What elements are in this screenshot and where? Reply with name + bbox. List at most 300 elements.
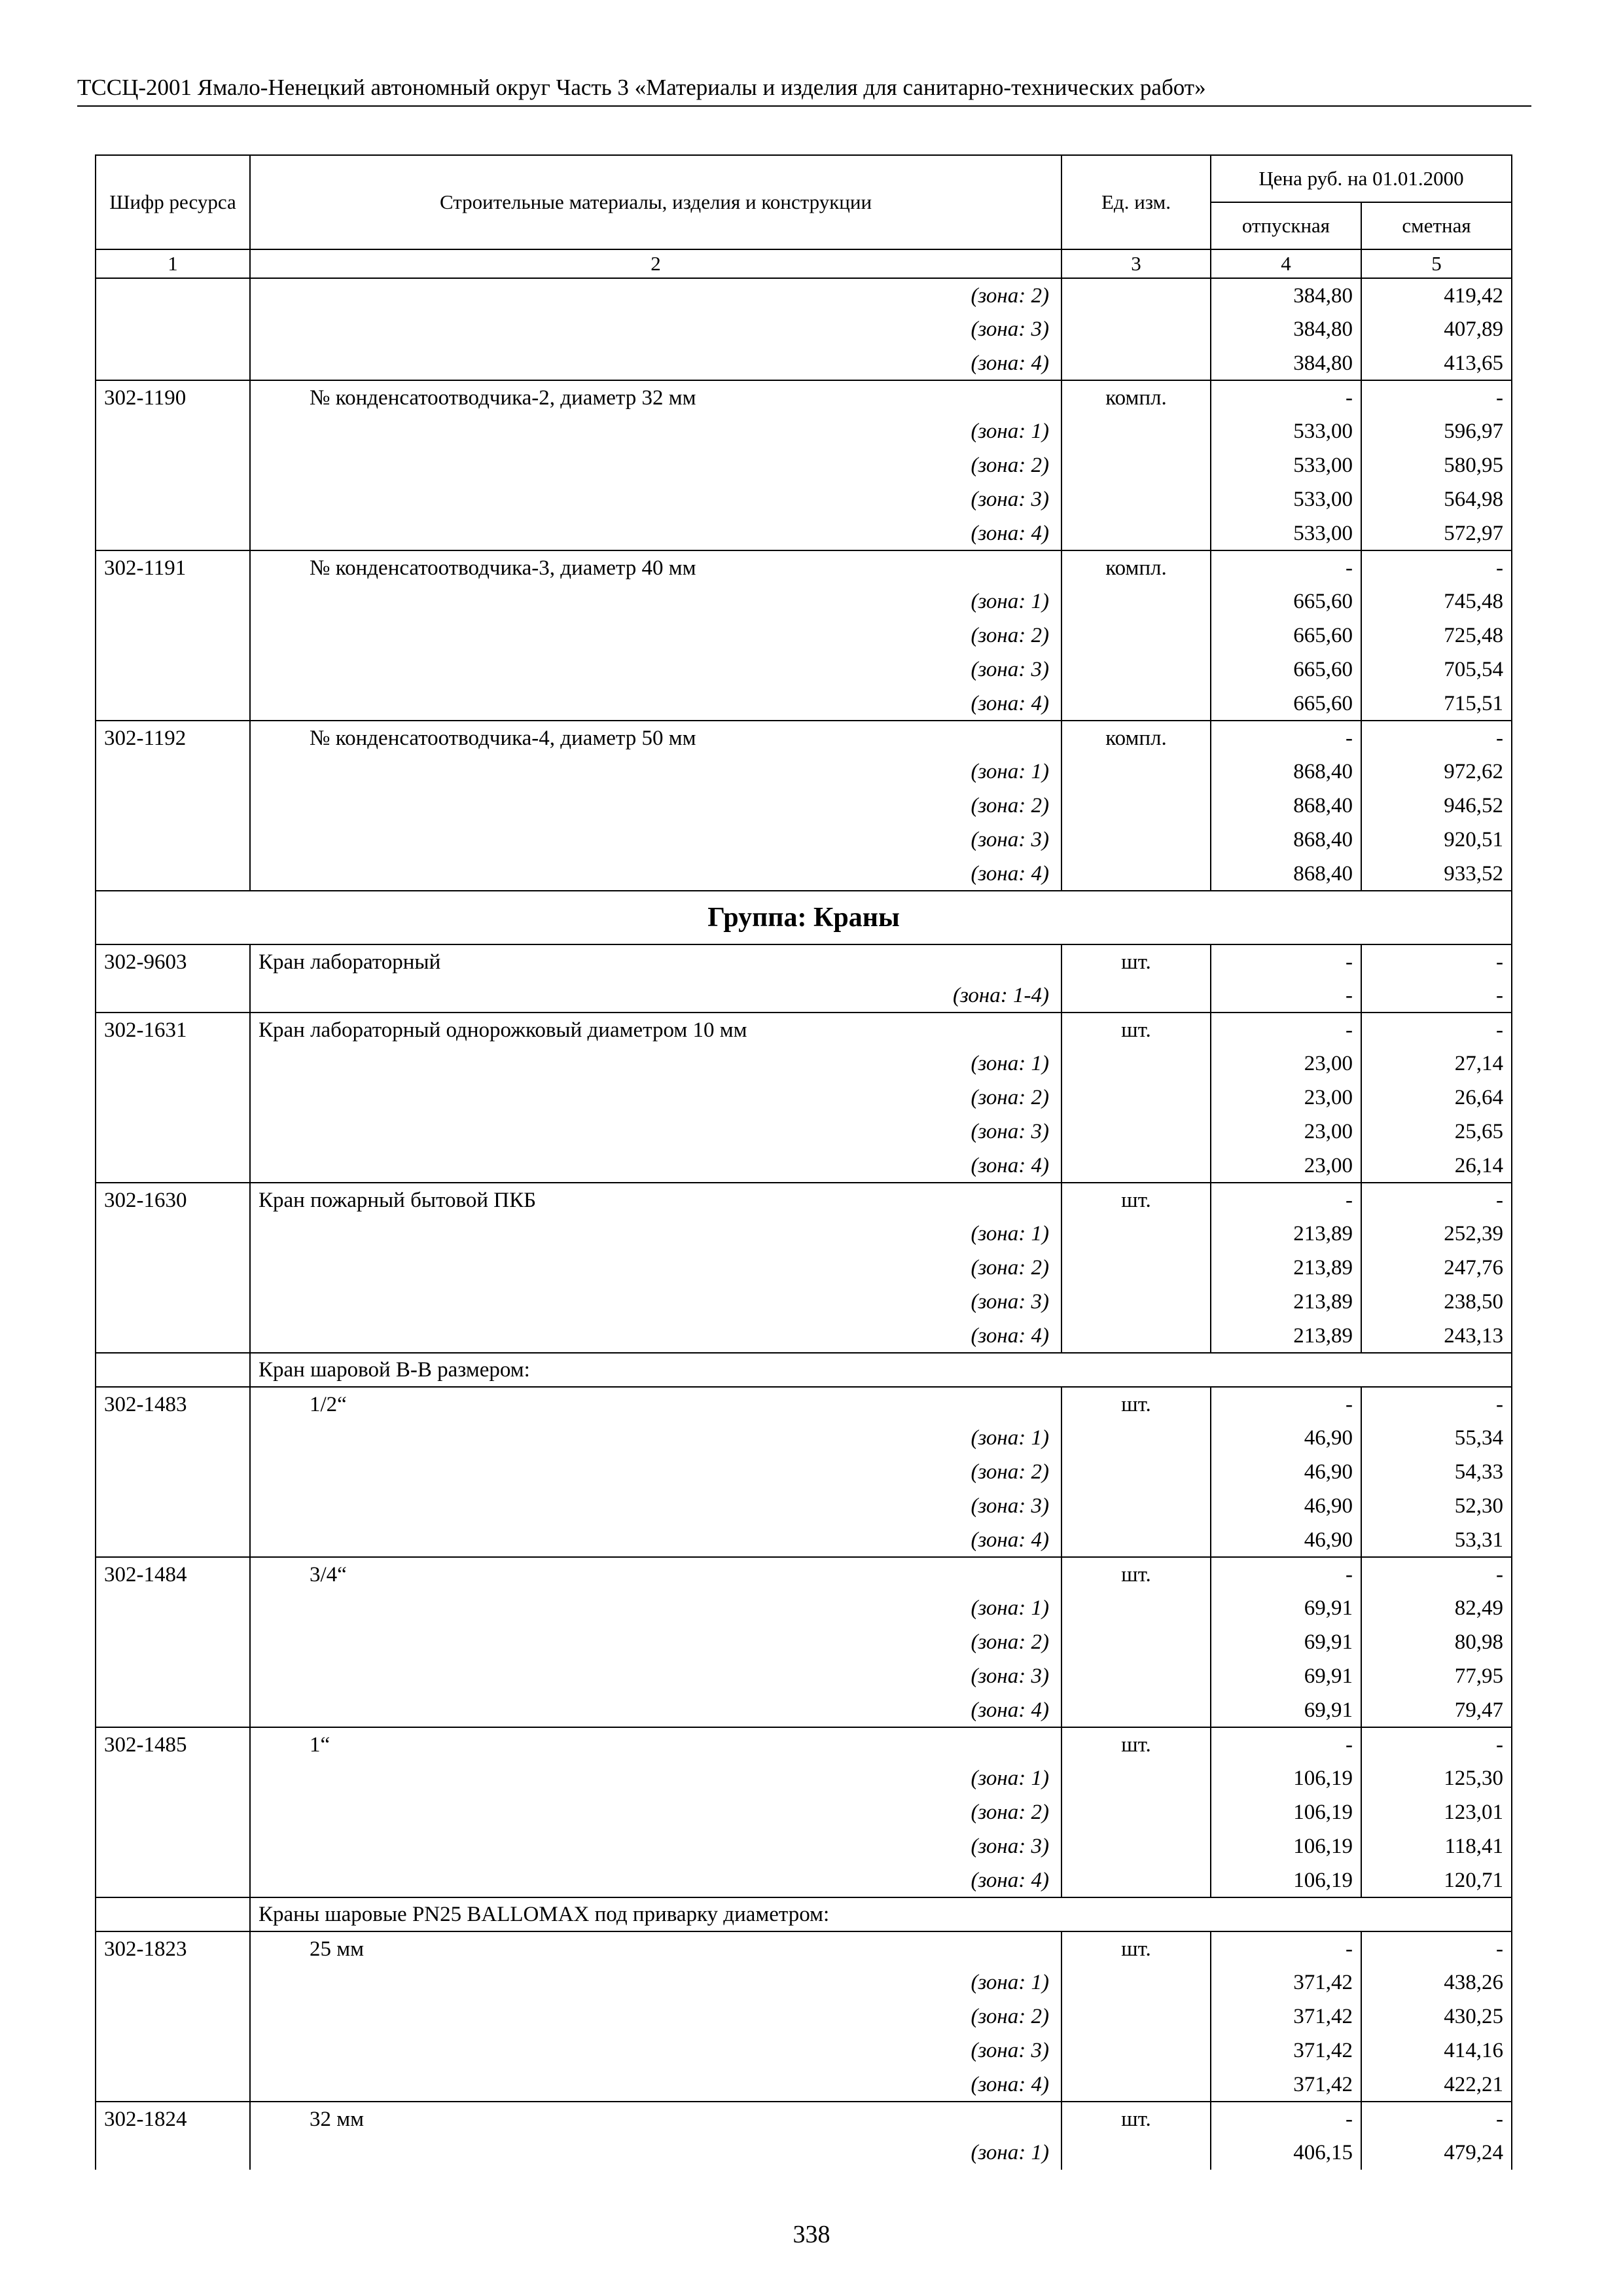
release-price: -	[1211, 380, 1361, 414]
release-price: 46,90	[1211, 1489, 1361, 1523]
release-price: -	[1211, 1013, 1361, 1047]
code-cell	[96, 1047, 250, 1081]
item-name: Кран лабораторный	[250, 944, 1061, 978]
item-row	[96, 721, 1512, 755]
estimate-price: 55,34	[1361, 1421, 1512, 1455]
zone-row	[96, 1251, 1512, 1285]
code-cell	[96, 1285, 250, 1319]
unit-cell	[1061, 1625, 1211, 1659]
code-cell	[96, 1693, 250, 1727]
estimate-price: -	[1361, 944, 1512, 978]
zone-row	[96, 687, 1512, 721]
estimate-price: 422,21	[1361, 2068, 1512, 2102]
zone-label: (зона: 4)	[250, 2068, 1061, 2102]
release-price: -	[1211, 1387, 1361, 1421]
zone-label: (зона: 3)	[250, 653, 1061, 687]
column-number: 5	[1361, 249, 1512, 278]
code-cell	[96, 1523, 250, 1557]
estimate-price: 438,26	[1361, 1965, 1512, 2000]
release-price: 868,40	[1211, 857, 1361, 891]
zone-label: (зона: 3)	[250, 1489, 1061, 1523]
code-cell	[96, 823, 250, 857]
column-number: 3	[1061, 249, 1211, 278]
estimate-price: 123,01	[1361, 1795, 1512, 1829]
zone-row	[96, 1421, 1512, 1455]
estimate-price: 705,54	[1361, 653, 1512, 687]
release-price: 213,89	[1211, 1217, 1361, 1251]
zone-label: (зона: 2)	[250, 1251, 1061, 1285]
caption-text: Краны шаровые PN25 BALLOMAX под приварку диаметром:	[250, 1897, 1512, 1931]
unit-cell	[1061, 823, 1211, 857]
unit-cell	[1061, 1863, 1211, 1897]
release-price: 371,42	[1211, 2034, 1361, 2068]
zone-label: (зона: 1)	[250, 1761, 1061, 1795]
unit-cell	[1061, 312, 1211, 346]
release-price: -	[1211, 721, 1361, 755]
group-heading-row	[96, 891, 1512, 944]
code-cell	[96, 414, 250, 448]
zone-row	[96, 448, 1512, 482]
item-row	[96, 1183, 1512, 1217]
zone-label: (зона: 3)	[250, 1829, 1061, 1863]
zone-label: (зона: 1)	[250, 1965, 1061, 2000]
code-cell	[96, 1319, 250, 1353]
zone-row	[96, 1965, 1512, 2000]
estimate-price: 125,30	[1361, 1761, 1512, 1795]
zone-label: (зона: 3)	[250, 1659, 1061, 1693]
zone-row	[96, 1081, 1512, 1115]
unit-cell	[1061, 516, 1211, 550]
estimate-price: -	[1361, 1557, 1512, 1591]
estimate-price: 247,76	[1361, 1251, 1512, 1285]
unit-cell	[1061, 278, 1211, 312]
code-cell	[96, 346, 250, 380]
zone-row	[96, 1455, 1512, 1489]
code-cell	[96, 1965, 250, 2000]
estimate-price: 725,48	[1361, 619, 1512, 653]
release-price: 23,00	[1211, 1115, 1361, 1149]
estimate-price: 972,62	[1361, 755, 1512, 789]
zone-row	[96, 2068, 1512, 2102]
release-price: 665,60	[1211, 653, 1361, 687]
release-price: 384,80	[1211, 312, 1361, 346]
estimate-price: 414,16	[1361, 2034, 1512, 2068]
unit-cell	[1061, 346, 1211, 380]
zone-row	[96, 482, 1512, 516]
release-price: 213,89	[1211, 1319, 1361, 1353]
zone-label: (зона: 3)	[250, 823, 1061, 857]
zone-row	[96, 516, 1512, 550]
release-price: -	[1211, 550, 1361, 584]
estimate-price: 79,47	[1361, 1693, 1512, 1727]
release-price: 384,80	[1211, 278, 1361, 312]
code-cell	[96, 1795, 250, 1829]
zone-label: (зона: 1-4)	[250, 978, 1061, 1013]
zone-label: (зона: 4)	[250, 1149, 1061, 1183]
zone-label: (зона: 2)	[250, 1795, 1061, 1829]
estimate-price: -	[1361, 978, 1512, 1013]
estimate-price: 80,98	[1361, 1625, 1512, 1659]
release-price: 665,60	[1211, 584, 1361, 619]
unit-cell: шт.	[1061, 1557, 1211, 1591]
zone-row	[96, 1829, 1512, 1863]
release-price: 406,15	[1211, 2136, 1361, 2170]
unit-cell: шт.	[1061, 1183, 1211, 1217]
release-price: 665,60	[1211, 619, 1361, 653]
code-cell: 302-1631	[96, 1013, 250, 1047]
estimate-price: 27,14	[1361, 1047, 1512, 1081]
col-header-unit: Ед. изм.	[1061, 155, 1211, 249]
release-price: -	[1211, 1727, 1361, 1761]
item-row	[96, 380, 1512, 414]
zone-row	[96, 414, 1512, 448]
zone-label: (зона: 2)	[250, 789, 1061, 823]
zone-label: (зона: 4)	[250, 1523, 1061, 1557]
estimate-price: 243,13	[1361, 1319, 1512, 1353]
unit-cell	[1061, 1659, 1211, 1693]
estimate-price: 572,97	[1361, 516, 1512, 550]
estimate-price: -	[1361, 721, 1512, 755]
zone-label: (зона: 1)	[250, 1591, 1061, 1625]
release-price: 533,00	[1211, 414, 1361, 448]
estimate-price: 407,89	[1361, 312, 1512, 346]
code-cell	[96, 1863, 250, 1897]
code-cell	[96, 1625, 250, 1659]
item-row	[96, 2102, 1512, 2136]
release-price: 868,40	[1211, 789, 1361, 823]
item-row	[96, 1931, 1512, 1965]
release-price: 213,89	[1211, 1285, 1361, 1319]
zone-row	[96, 1659, 1512, 1693]
release-price: 665,60	[1211, 687, 1361, 721]
column-number: 1	[96, 249, 250, 278]
code-cell	[96, 687, 250, 721]
code-cell	[96, 2068, 250, 2102]
item-row	[96, 1727, 1512, 1761]
estimate-price: 120,71	[1361, 1863, 1512, 1897]
release-price: 213,89	[1211, 1251, 1361, 1285]
code-cell	[96, 1897, 250, 1931]
col-header-name: Строительные материалы, изделия и конструкции	[250, 155, 1061, 249]
unit-cell	[1061, 1455, 1211, 1489]
estimate-price: 52,30	[1361, 1489, 1512, 1523]
item-name: 1/2“	[250, 1387, 1061, 1421]
zone-label: (зона: 3)	[250, 2034, 1061, 2068]
zone-row	[96, 278, 1512, 312]
code-cell: 302-1190	[96, 380, 250, 414]
estimate-price: 54,33	[1361, 1455, 1512, 1489]
zone-label: (зона: 2)	[250, 1625, 1061, 1659]
unit-cell: компл.	[1061, 721, 1211, 755]
caption-row	[96, 1897, 1512, 1931]
zone-row	[96, 1319, 1512, 1353]
code-cell: 302-1191	[96, 550, 250, 584]
zone-label: (зона: 4)	[250, 1319, 1061, 1353]
release-price: -	[1211, 978, 1361, 1013]
zone-row	[96, 2136, 1512, 2170]
item-name: Кран пожарный бытовой ПКБ	[250, 1183, 1061, 1217]
estimate-price: 920,51	[1361, 823, 1512, 857]
zone-row	[96, 978, 1512, 1013]
estimate-price: 82,49	[1361, 1591, 1512, 1625]
unit-cell	[1061, 619, 1211, 653]
code-cell	[96, 584, 250, 619]
unit-cell	[1061, 1795, 1211, 1829]
estimate-price: 596,97	[1361, 414, 1512, 448]
release-price: 69,91	[1211, 1693, 1361, 1727]
unit-cell	[1061, 1047, 1211, 1081]
code-cell	[96, 619, 250, 653]
release-price: 371,42	[1211, 2000, 1361, 2034]
code-cell	[96, 1591, 250, 1625]
unit-cell	[1061, 1761, 1211, 1795]
code-cell: 302-1824	[96, 2102, 250, 2136]
caption-row	[96, 1353, 1512, 1387]
unit-cell	[1061, 1149, 1211, 1183]
estimate-price: -	[1361, 380, 1512, 414]
release-price: 69,91	[1211, 1591, 1361, 1625]
estimate-price: -	[1361, 1931, 1512, 1965]
code-cell	[96, 1251, 250, 1285]
unit-cell	[1061, 448, 1211, 482]
zone-label: (зона: 1)	[250, 1047, 1061, 1081]
code-cell	[96, 1489, 250, 1523]
estimate-price: -	[1361, 1727, 1512, 1761]
estimate-price: 946,52	[1361, 789, 1512, 823]
zone-row	[96, 1489, 1512, 1523]
code-cell	[96, 516, 250, 550]
code-cell	[96, 1421, 250, 1455]
unit-cell	[1061, 978, 1211, 1013]
col-header-code: Шифр ресурса	[96, 155, 250, 249]
zone-row	[96, 755, 1512, 789]
column-number-row	[96, 249, 1512, 278]
release-price: 868,40	[1211, 755, 1361, 789]
release-price: 106,19	[1211, 1795, 1361, 1829]
estimate-price: 238,50	[1361, 1285, 1512, 1319]
zone-label: (зона: 1)	[250, 1217, 1061, 1251]
unit-cell: шт.	[1061, 1387, 1211, 1421]
release-price: 69,91	[1211, 1659, 1361, 1693]
zone-row	[96, 1047, 1512, 1081]
code-cell	[96, 1455, 250, 1489]
unit-cell	[1061, 755, 1211, 789]
unit-cell	[1061, 1591, 1211, 1625]
unit-cell: шт.	[1061, 1013, 1211, 1047]
item-name: 25 мм	[250, 1931, 1061, 1965]
unit-cell: компл.	[1061, 550, 1211, 584]
estimate-price: 413,65	[1361, 346, 1512, 380]
code-cell	[96, 2034, 250, 2068]
estimate-price: -	[1361, 1013, 1512, 1047]
estimate-price: 252,39	[1361, 1217, 1512, 1251]
code-cell	[96, 278, 250, 312]
page-header: ТССЦ-2001 Ямало-Ненецкий автономный округ Часть 3 «Материалы и изделия для санитарно-технических работ»	[77, 75, 1206, 100]
unit-cell	[1061, 1829, 1211, 1863]
unit-cell	[1061, 2136, 1211, 2170]
unit-cell	[1061, 653, 1211, 687]
column-number: 2	[250, 249, 1061, 278]
item-name: № конденсатоотводчика-2, диаметр 32 мм	[250, 380, 1061, 414]
item-name: 1“	[250, 1727, 1061, 1761]
release-price: 533,00	[1211, 482, 1361, 516]
release-price: -	[1211, 944, 1361, 978]
unit-cell	[1061, 414, 1211, 448]
estimate-price: 715,51	[1361, 687, 1512, 721]
release-price: 371,42	[1211, 1965, 1361, 2000]
zone-label: (зона: 2)	[250, 1081, 1061, 1115]
zone-label: (зона: 3)	[250, 1285, 1061, 1319]
zone-row	[96, 1591, 1512, 1625]
estimate-price: 118,41	[1361, 1829, 1512, 1863]
zone-row	[96, 2034, 1512, 2068]
estimate-price: 419,42	[1361, 278, 1512, 312]
estimate-price: 430,25	[1361, 2000, 1512, 2034]
zone-row	[96, 1693, 1512, 1727]
code-cell	[96, 2000, 250, 2034]
release-price: 46,90	[1211, 1421, 1361, 1455]
release-price: 69,91	[1211, 1625, 1361, 1659]
estimate-price: 479,24	[1361, 2136, 1512, 2170]
zone-label: (зона: 3)	[250, 482, 1061, 516]
unit-cell	[1061, 1319, 1211, 1353]
estimate-price: -	[1361, 2102, 1512, 2136]
zone-label: (зона: 2)	[250, 1455, 1061, 1489]
unit-cell	[1061, 2068, 1211, 2102]
zone-row	[96, 653, 1512, 687]
release-price: -	[1211, 1183, 1361, 1217]
release-price: 23,00	[1211, 1081, 1361, 1115]
unit-cell	[1061, 1251, 1211, 1285]
zone-label: (зона: 1)	[250, 414, 1061, 448]
zone-row	[96, 619, 1512, 653]
zone-row	[96, 789, 1512, 823]
column-number: 4	[1211, 249, 1361, 278]
unit-cell	[1061, 687, 1211, 721]
zone-label: (зона: 4)	[250, 687, 1061, 721]
code-cell	[96, 1353, 250, 1387]
release-price: 46,90	[1211, 1523, 1361, 1557]
code-cell	[96, 482, 250, 516]
unit-cell	[1061, 857, 1211, 891]
estimate-price: 745,48	[1361, 584, 1512, 619]
caption-text: Кран шаровой В-В размером:	[250, 1353, 1512, 1387]
code-cell	[96, 1659, 250, 1693]
price-table	[95, 154, 1512, 2170]
zone-row	[96, 1523, 1512, 1557]
zone-row	[96, 1217, 1512, 1251]
release-price: 23,00	[1211, 1149, 1361, 1183]
item-name: Кран лабораторный однорожковый диаметром 10 мм	[250, 1013, 1061, 1047]
release-price: 384,80	[1211, 346, 1361, 380]
zone-label: (зона: 2)	[250, 619, 1061, 653]
release-price: 106,19	[1211, 1829, 1361, 1863]
code-cell	[96, 2136, 250, 2170]
unit-cell	[1061, 1489, 1211, 1523]
zone-row	[96, 1149, 1512, 1183]
zone-label: (зона: 1)	[250, 584, 1061, 619]
item-row	[96, 944, 1512, 978]
code-cell: 302-1483	[96, 1387, 250, 1421]
estimate-price: 77,95	[1361, 1659, 1512, 1693]
release-price: 868,40	[1211, 823, 1361, 857]
zone-label: (зона: 3)	[250, 312, 1061, 346]
estimate-price: 580,95	[1361, 448, 1512, 482]
header-rule	[77, 105, 1531, 107]
release-price: 533,00	[1211, 448, 1361, 482]
unit-cell	[1061, 1693, 1211, 1727]
item-name: 32 мм	[250, 2102, 1061, 2136]
code-cell: 302-9603	[96, 944, 250, 978]
unit-cell	[1061, 482, 1211, 516]
code-cell: 302-1823	[96, 1931, 250, 1965]
item-name: № конденсатоотводчика-3, диаметр 40 мм	[250, 550, 1061, 584]
code-cell	[96, 1217, 250, 1251]
code-cell	[96, 1081, 250, 1115]
zone-row	[96, 2000, 1512, 2034]
code-cell: 302-1484	[96, 1557, 250, 1591]
release-price: 46,90	[1211, 1455, 1361, 1489]
group-heading: Группа: Краны	[96, 891, 1512, 944]
estimate-price: 26,14	[1361, 1149, 1512, 1183]
release-price: 106,19	[1211, 1863, 1361, 1897]
estimate-price: -	[1361, 550, 1512, 584]
unit-cell: шт.	[1061, 2102, 1211, 2136]
item-row	[96, 550, 1512, 584]
unit-cell	[1061, 1421, 1211, 1455]
unit-cell: шт.	[1061, 1727, 1211, 1761]
item-row	[96, 1387, 1512, 1421]
unit-cell: шт.	[1061, 944, 1211, 978]
estimate-price: 25,65	[1361, 1115, 1512, 1149]
code-cell	[96, 789, 250, 823]
unit-cell	[1061, 584, 1211, 619]
code-cell	[96, 1761, 250, 1795]
page-number: 338	[793, 2221, 830, 2248]
code-cell	[96, 755, 250, 789]
estimate-price: 26,64	[1361, 1081, 1512, 1115]
code-cell	[96, 978, 250, 1013]
release-price: -	[1211, 1557, 1361, 1591]
unit-cell	[1061, 1523, 1211, 1557]
col-header-price-group: Цена руб. на 01.01.2000	[1211, 155, 1512, 202]
zone-row	[96, 584, 1512, 619]
zone-row	[96, 1625, 1512, 1659]
zone-label: (зона: 2)	[250, 278, 1061, 312]
zone-label: (зона: 2)	[250, 448, 1061, 482]
item-row	[96, 1557, 1512, 1591]
release-price: -	[1211, 2102, 1361, 2136]
zone-row	[96, 857, 1512, 891]
zone-label: (зона: 1)	[250, 2136, 1061, 2170]
code-cell: 302-1485	[96, 1727, 250, 1761]
estimate-price: 933,52	[1361, 857, 1512, 891]
code-cell	[96, 1829, 250, 1863]
item-name: № конденсатоотводчика-4, диаметр 50 мм	[250, 721, 1061, 755]
table-body	[96, 278, 1512, 2170]
zone-label: (зона: 1)	[250, 1421, 1061, 1455]
code-cell	[96, 857, 250, 891]
estimate-price: 564,98	[1361, 482, 1512, 516]
estimate-price: -	[1361, 1183, 1512, 1217]
code-cell	[96, 448, 250, 482]
code-cell: 302-1192	[96, 721, 250, 755]
unit-cell: шт.	[1061, 1931, 1211, 1965]
code-cell	[96, 653, 250, 687]
code-cell: 302-1630	[96, 1183, 250, 1217]
unit-cell	[1061, 2000, 1211, 2034]
unit-cell	[1061, 2034, 1211, 2068]
